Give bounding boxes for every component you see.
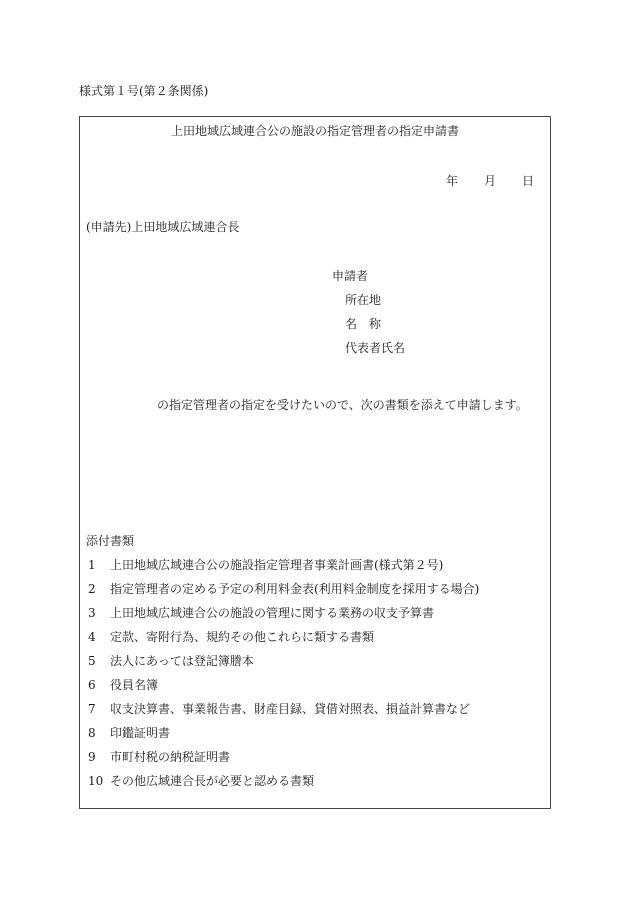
form-id: 様式第１号(第２条関係) bbox=[79, 84, 209, 98]
attachment-number: 7 bbox=[88, 702, 96, 716]
attachment-number: 6 bbox=[88, 678, 96, 692]
attachment-item bbox=[88, 557, 443, 573]
attachment-number: 2 bbox=[88, 582, 96, 596]
attachment-item bbox=[88, 773, 314, 789]
attachment-text: 役員名簿 bbox=[110, 678, 159, 692]
attachment-number: 3 bbox=[88, 606, 96, 620]
address-label: 所在地 bbox=[345, 293, 382, 307]
attachment-number: 1 bbox=[88, 558, 96, 572]
attachment-item bbox=[88, 653, 254, 669]
attachment-number: 10 bbox=[88, 774, 104, 788]
attachment-text: 上田地域広域連合公の施設指定管理者事業計画書(様式第２号) bbox=[110, 558, 444, 572]
attachment-text: 収支決算書、事業報告書、財産目録、貸借対照表、損益計算書など bbox=[110, 702, 471, 716]
attachment-number: 4 bbox=[88, 630, 96, 644]
applicant-heading: 申請者 bbox=[332, 269, 369, 283]
date-month-label: 月 bbox=[484, 174, 497, 188]
attachment-text: 印鑑証明書 bbox=[110, 726, 171, 740]
attachment-text: その他広域連合長が必要と認める書類 bbox=[110, 774, 315, 788]
attachment-item bbox=[88, 629, 374, 645]
attachment-text: 法人にあっては登記簿謄本 bbox=[110, 654, 254, 668]
representative-label: 代表者氏名 bbox=[345, 341, 406, 355]
attachment-item bbox=[88, 749, 230, 765]
attachment-text: 定款、寄附行為、規約その他これらに類する書類 bbox=[110, 630, 375, 644]
attachment-number: 8 bbox=[88, 726, 96, 740]
date-day-label: 日 bbox=[522, 174, 535, 188]
attachment-item bbox=[88, 581, 479, 597]
attachment-text: 指定管理者の定める予定の利用料金表(利用料金制度を採用する場合) bbox=[110, 582, 480, 596]
form-title: 上田地域広域連合公の施設の指定管理者の指定申請書 bbox=[170, 124, 459, 138]
attachment-item bbox=[88, 725, 170, 741]
attachment-number: 5 bbox=[88, 654, 96, 668]
date-year-label: 年 bbox=[446, 174, 459, 188]
application-statement: の指定管理者の指定を受けたいので、次の書類を添えて申請します。 bbox=[157, 398, 528, 412]
attachment-item bbox=[88, 605, 434, 621]
attachment-number: 9 bbox=[88, 750, 96, 764]
attachment-item bbox=[88, 701, 470, 717]
attachments-heading: 添付書類 bbox=[86, 534, 135, 548]
name-label: 名 称 bbox=[345, 317, 382, 331]
addressee: (申請先)上田地域広域連合長 bbox=[86, 220, 240, 234]
attachment-text: 市町村税の納税証明書 bbox=[110, 750, 231, 764]
attachment-item bbox=[88, 677, 158, 693]
attachment-text: 上田地域広域連合公の施設の管理に関する業務の収支予算書 bbox=[110, 606, 435, 620]
